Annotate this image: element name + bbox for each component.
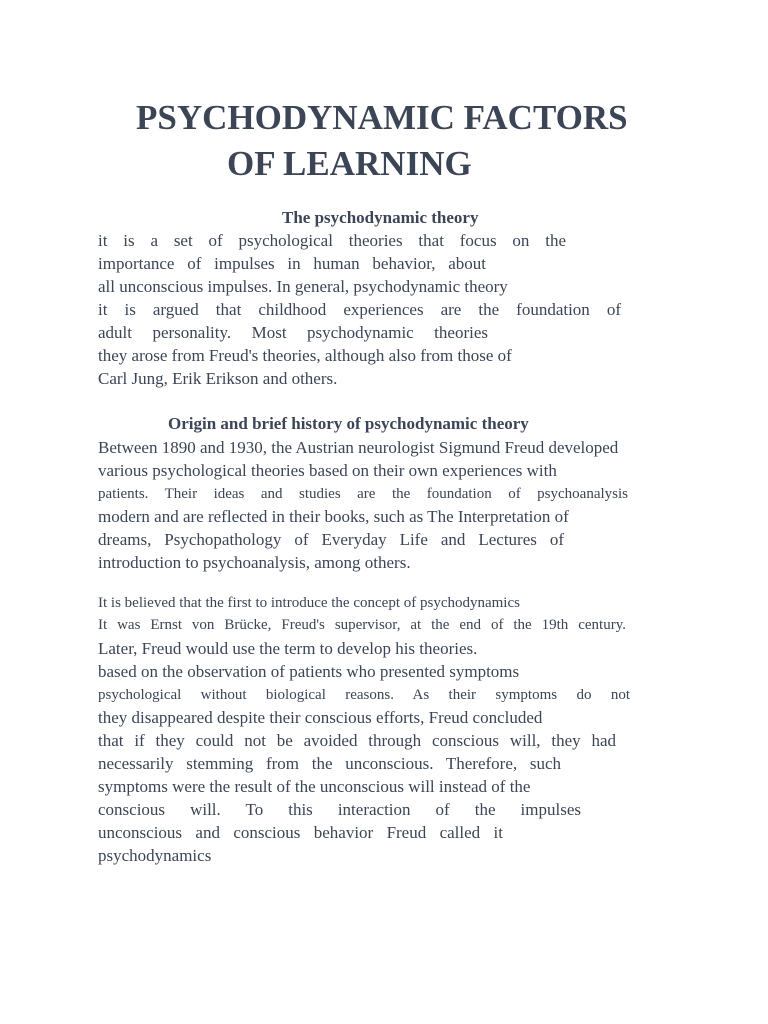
paragraph-line: psychological without biological reasons. As their symptoms do not — [98, 687, 630, 703]
section-heading-origin-history: Origin and brief history of psychodynamic theory — [168, 414, 529, 433]
paragraph-line: importance of impulses in human behavior, about — [98, 254, 486, 273]
paragraph-line: all unconscious impulses. In general, psychodynamic theory — [98, 277, 508, 296]
paragraph-line: they arose from Freud's theories, although also from those of — [98, 346, 512, 365]
paragraph-line: based on the observation of patients who presented symptoms — [98, 662, 520, 681]
document-title-line-1: PSYCHODYNAMIC FACTORS — [136, 98, 628, 137]
paragraph-line: It was Ernst von Brücke, Freud's supervisor, at the end of the 19th century. — [98, 617, 626, 633]
section-heading-psychodynamic-theory: The psychodynamic theory — [282, 208, 479, 227]
paragraph-line: adult personality. Most psychodynamic theories — [98, 323, 488, 342]
document-title-line-2: OF LEARNING — [227, 144, 472, 183]
paragraph-line: symptoms were the result of the unconscious will instead of the — [98, 777, 531, 796]
paragraph-line: it is argued that childhood experiences are the foundation of — [98, 300, 621, 319]
paragraph-line: dreams, Psychopathology of Everyday Life and Lectures of — [98, 530, 564, 549]
paragraph-line: Carl Jung, Erik Erikson and others. — [98, 369, 338, 388]
paragraph-line: it is a set of psychological theories that focus on the — [98, 231, 566, 250]
paragraph-line: modern and are reflected in their books, such as The Interpretation of — [98, 507, 569, 526]
paragraph-line: It is believed that the first to introduce the concept of psychodynamics — [98, 595, 520, 611]
paragraph-line: conscious will. To this interaction of the impulses — [98, 800, 581, 819]
paragraph-line: introduction to psychoanalysis, among others. — [98, 553, 411, 572]
paragraph-line: unconscious and conscious behavior Freud called it — [98, 823, 503, 842]
paragraph-line: necessarily stemming from the unconscious. Therefore, such — [98, 754, 561, 773]
paragraph-line: Between 1890 and 1930, the Austrian neurologist Sigmund Freud developed — [98, 438, 619, 457]
paragraph-line: they disappeared despite their conscious efforts, Freud concluded — [98, 708, 543, 727]
paragraph-line: that if they could not be avoided through conscious will, they had — [98, 731, 616, 750]
paragraph-line: psychodynamics — [98, 846, 212, 865]
paragraph-line: patients. Their ideas and studies are the foundation of psychoanalysis — [98, 486, 628, 502]
paragraph-line: Later, Freud would use the term to develop his theories. — [98, 639, 478, 658]
paragraph-line: various psychological theories based on their own experiences with — [98, 461, 557, 480]
